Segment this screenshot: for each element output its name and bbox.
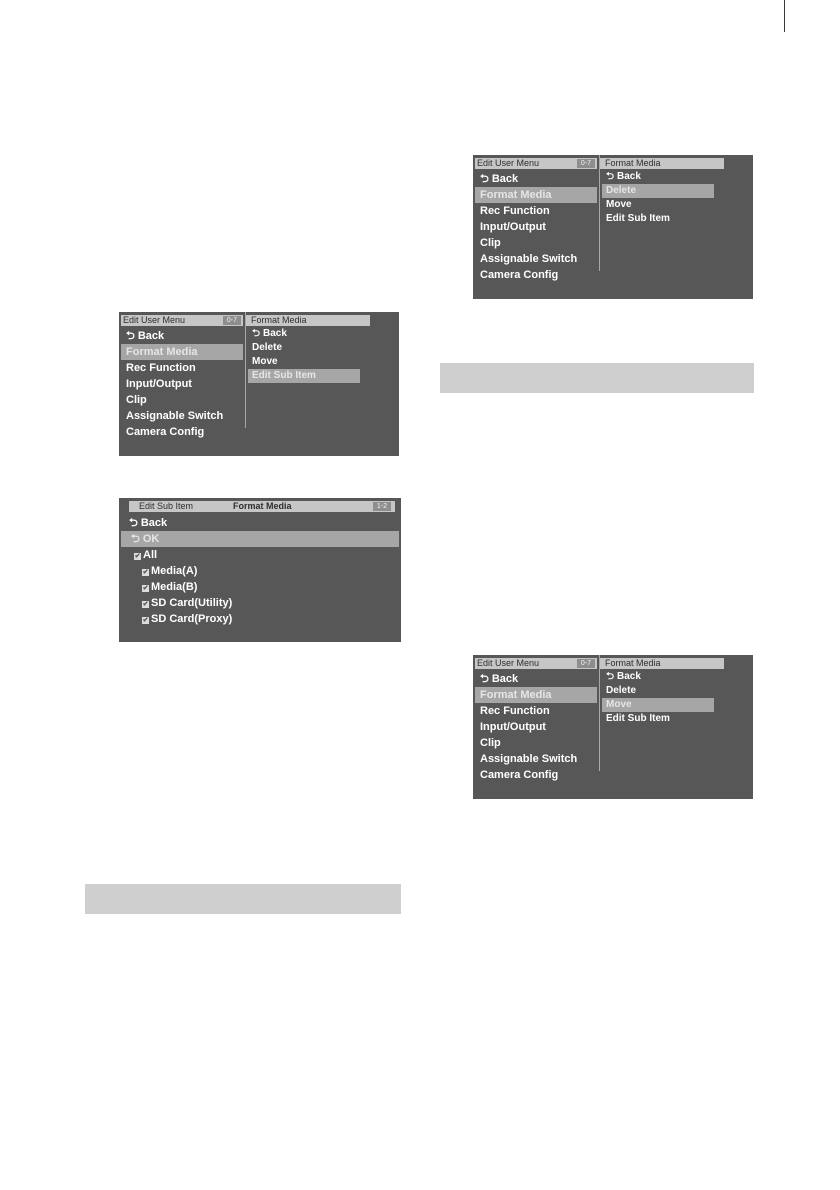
format-media-title: Format Media — [246, 315, 370, 326]
menu-item-back[interactable]: ⮌ Back — [480, 173, 519, 185]
esi-sd-utility-checkbox[interactable]: ✔ SD Card(Utility) — [142, 597, 233, 609]
user-menu-pane — [473, 655, 599, 799]
menu-screen-delete — [473, 155, 753, 299]
menu-item-format-media[interactable]: Format Media — [475, 187, 597, 203]
checkbox-checked-icon: ✔ — [142, 569, 149, 576]
user-menu-pane — [119, 312, 245, 456]
checkbox-checked-icon: ✔ — [142, 585, 149, 592]
menu-item-clip[interactable]: Clip — [480, 237, 501, 249]
edit-sub-item-title-bar — [129, 501, 395, 512]
back-arrow-icon: ⮌ — [129, 517, 138, 529]
section-heading-bar — [85, 884, 401, 914]
menu-item-rec-function[interactable]: Rec Function — [480, 205, 550, 217]
count-badge: 0-7 — [577, 659, 595, 668]
page-edge-line — [784, 0, 785, 32]
sub-item-move[interactable]: Move — [606, 199, 632, 210]
back-arrow-icon: ⮌ — [480, 673, 489, 685]
count-badge: 0-7 — [223, 316, 241, 325]
menu-item-format-media[interactable]: Format Media — [475, 687, 597, 703]
menu-item-clip[interactable]: Clip — [480, 737, 501, 749]
format-media-pane — [246, 312, 399, 456]
sub-item-back[interactable]: ⮌ Back — [606, 171, 641, 182]
count-badge: 1-2 — [373, 502, 391, 511]
esi-back-row[interactable]: ⮌ Back — [129, 517, 168, 529]
sub-item-edit-sub-item[interactable]: Edit Sub Item — [606, 213, 670, 224]
menu-item-camera-config[interactable]: Camera Config — [126, 426, 205, 438]
sub-item-edit-sub-item[interactable]: Edit Sub Item — [606, 713, 670, 724]
back-arrow-icon: ⮌ — [252, 328, 261, 339]
sub-item-back[interactable]: ⮌ Back — [606, 671, 641, 682]
sub-item-move[interactable]: Move — [602, 698, 714, 712]
menu-screen-edit-sub-item — [119, 312, 399, 456]
format-media-pane — [600, 155, 753, 299]
format-media-pane — [600, 655, 753, 799]
esi-all-checkbox[interactable]: ✔ All — [134, 549, 158, 561]
user-menu-title: Edit User Menu 0-7 — [121, 315, 243, 326]
format-media-title: Format Media — [600, 658, 724, 669]
menu-item-input-output[interactable]: Input/Output — [126, 378, 192, 390]
back-arrow-icon: ⮌ — [606, 671, 615, 682]
edit-sub-item-subtitle: Format Media — [233, 501, 292, 511]
user-menu-pane — [473, 155, 599, 299]
checkbox-checked-icon: ✔ — [142, 601, 149, 608]
esi-media-a-checkbox[interactable]: ✔ Media(A) — [142, 565, 198, 577]
menu-item-back[interactable]: ⮌ Back — [126, 330, 165, 342]
menu-item-format-media[interactable]: Format Media — [121, 344, 243, 360]
esi-ok-row[interactable]: ⮌ OK — [121, 531, 399, 547]
menu-item-assignable-switch[interactable]: Assignable Switch — [126, 410, 224, 422]
sub-item-move[interactable]: Move — [252, 356, 278, 367]
count-badge: 0-7 — [577, 159, 595, 168]
checkbox-checked-icon: ✔ — [142, 617, 149, 624]
back-arrow-icon: ⮌ — [131, 533, 140, 545]
sub-item-delete[interactable]: Delete — [252, 342, 283, 353]
menu-screen-move — [473, 655, 753, 799]
edit-sub-item-screen — [119, 498, 401, 642]
back-arrow-icon: ⮌ — [606, 171, 615, 182]
menu-item-camera-config[interactable]: Camera Config — [480, 269, 559, 281]
sub-item-edit-sub-item[interactable]: Edit Sub Item — [248, 369, 360, 383]
user-menu-title: Edit User Menu 0-7 — [475, 158, 597, 169]
edit-sub-item-title: Edit Sub Item — [139, 501, 194, 511]
back-arrow-icon: ⮌ — [480, 173, 489, 185]
checkbox-checked-icon: ✔ — [134, 553, 141, 560]
sub-item-back[interactable]: ⮌ Back — [252, 328, 287, 339]
esi-sd-proxy-checkbox[interactable]: ✔ SD Card(Proxy) — [142, 613, 233, 625]
menu-item-input-output[interactable]: Input/Output — [480, 221, 546, 233]
menu-item-rec-function[interactable]: Rec Function — [480, 705, 550, 717]
sub-item-delete[interactable]: Delete — [602, 184, 714, 198]
esi-media-b-checkbox[interactable]: ✔ Media(B) — [142, 581, 198, 593]
menu-item-camera-config[interactable]: Camera Config — [480, 769, 559, 781]
menu-item-rec-function[interactable]: Rec Function — [126, 362, 196, 374]
menu-item-assignable-switch[interactable]: Assignable Switch — [480, 253, 578, 265]
menu-item-assignable-switch[interactable]: Assignable Switch — [480, 753, 578, 765]
sub-item-delete[interactable]: Delete — [606, 685, 637, 696]
menu-item-back[interactable]: ⮌ Back — [480, 673, 519, 685]
back-arrow-icon: ⮌ — [126, 330, 135, 342]
format-media-title: Format Media — [600, 158, 724, 169]
menu-item-clip[interactable]: Clip — [126, 394, 147, 406]
menu-item-input-output[interactable]: Input/Output — [480, 721, 546, 733]
user-menu-title: Edit User Menu 0-7 — [475, 658, 597, 669]
section-heading-bar — [440, 363, 754, 393]
